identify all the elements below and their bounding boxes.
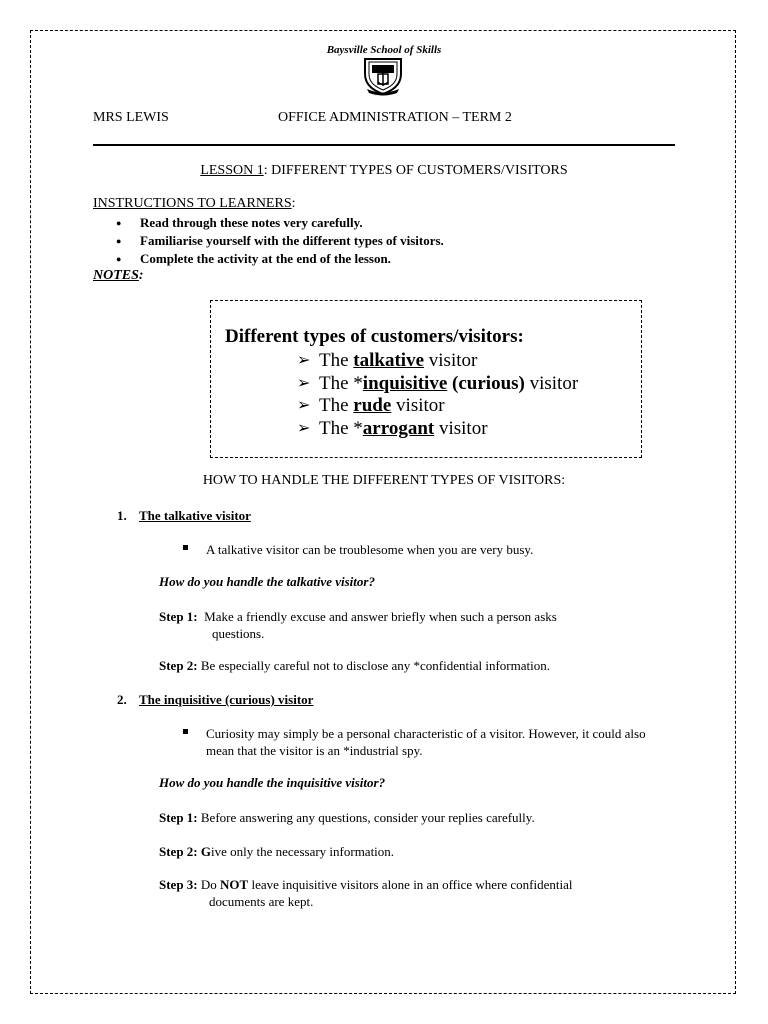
step-text: Make a friendly excuse and answer briefly when such a person asks [204,609,557,624]
item-suffix: visitor [424,350,478,371]
item-keyword: arrogant [362,417,435,439]
item-prefix: The * [319,417,363,439]
list-item [297,350,578,373]
step-item [159,608,669,642]
step-text-prefix: Do [200,877,221,892]
lesson-label: LESSON 1 [200,163,264,178]
section-number: 1. [117,508,127,523]
step-label: Step 2: [159,658,198,673]
bullet-point [183,541,666,558]
question-inquisitive: How do you handle the inquisitive visitor? [159,775,386,790]
step-text-continued: documents are kept. [209,894,314,909]
section-title: The inquisitive (curious) visitor [139,692,314,707]
list-item: ● Familiarise yourself with the different types of visitors. [112,232,444,250]
instructions-heading [93,196,296,212]
list-item [297,373,578,396]
item-keyword: talkative [353,350,425,371]
list-item: ● Complete the activity at the end of the lesson. [112,250,444,268]
section-heading-talkative [117,508,251,524]
step-label: Step 1: [159,609,198,624]
step-text: leave inquisitive visitors alone in an office where confidential [248,877,573,892]
step-emphasis: NOT [220,877,249,892]
step-text: Before answering any questions, consider your replies carefully. [200,810,535,825]
lesson-title [0,163,768,179]
bullet-text: A talkative visitor can be troublesome when you are very busy. [206,542,534,557]
instructions-heading-text: INSTRUCTIONS TO LEARNERS [93,196,292,211]
visitor-types-title: Different types of customers/visitors: [225,326,524,347]
header-rule [93,144,675,146]
step-label: Step 2: [159,844,198,859]
step-item [159,657,669,674]
item-suffix: visitor [391,395,445,416]
bullet-point [183,725,666,759]
step-item [159,843,669,860]
list-item [297,395,578,418]
step-item [159,809,669,826]
item-prefix: The * [319,372,363,394]
how-to-handle-heading: HOW TO HANDLE THE DIFFERENT TYPES OF VISITORS: [202,473,566,488]
item-keyword: inquisitive [362,372,448,394]
section-title: The talkative visitor [139,508,251,523]
notes-colon: : [138,268,144,283]
visitor-types-list [297,350,578,440]
section-heading-inquisitive [117,692,313,708]
step-label: Step 1: [159,810,198,825]
step-text: Be especially careful not to disclose any *confidential information. [200,658,550,673]
step-label: Step 3: [159,877,198,892]
notes-label-text: NOTES [93,268,139,283]
bullet-text: Curiosity may simply be a personal characteristic of a visitor. However, it could also mean that the visitor is an *industrial spy. [206,726,646,758]
item-qualifier: (curious) [447,372,525,394]
notes-label [93,268,144,284]
school-crest-icon [361,56,405,96]
lesson-heading: : DIFFERENT TYPES OF CUSTOMERS/VISITORS [263,163,568,178]
instructions-list [112,214,444,268]
question-talkative: How do you handle the talkative visitor? [159,574,375,589]
course-title: OFFICE ADMINISTRATION – TERM 2 [278,110,512,125]
teacher-name: MRS LEWIS [93,110,169,125]
list-item: ● Read through these notes very carefully. [112,214,444,232]
item-suffix: visitor [524,372,579,394]
instructions-colon: : [291,196,296,211]
item-suffix: visitor [434,417,488,439]
item-prefix: The [319,350,354,371]
list-item [297,418,578,441]
step-text: ive only the necessary information. [211,844,395,859]
step-text-continued: questions. [212,626,265,641]
item-keyword: rude [353,395,392,416]
step-item [159,876,669,910]
step-bold-lead: G [200,844,212,859]
section-number: 2. [117,692,127,707]
school-name: Baysville School of Skills [326,44,442,56]
item-prefix: The [319,395,354,416]
